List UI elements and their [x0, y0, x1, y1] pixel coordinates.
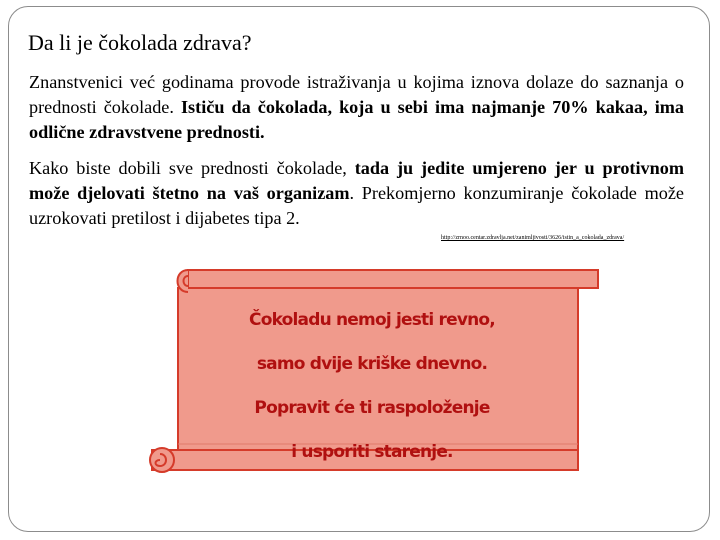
slide-title: Da li je čokolada zdrava? [28, 30, 252, 55]
poem-line-3: Popravit će ti raspoloženje [254, 398, 490, 418]
paragraph-moderation [29, 156, 684, 231]
poem-line-2: samo dvije kriške dnevno. [256, 354, 488, 374]
poem-line-1: Čokoladu nemoj jesti revno, [249, 310, 495, 330]
source-link[interactable]: http://zrnoo.centar.zdravlja.net/zanimljivosti/3626/istin_a_cokolada_zdrava/ [441, 235, 625, 241]
paragraph-research-bold: Ističu da čokolada, koja u sebi ima najmanje 70% kakaa, ima odlične zdravstvene prednosti. [29, 97, 684, 142]
poem [236, 298, 508, 474]
paragraph-moderation-text-2: . Prekomjerno konzumiranje čokolade može uzrokovati pretilost i dijabetes tipa 2. [29, 183, 684, 228]
paragraph-moderation-bold: tada ju jedite umjereno jer u protivnom može djelovati štetno na vaš organizam [29, 158, 684, 203]
paragraph-moderation-text-1: Kako biste dobili sve prednosti čokolade, [29, 158, 355, 178]
paragraph-research [29, 70, 684, 145]
poem-line-4: i usporiti starenje. [291, 442, 453, 462]
paragraph-research-text: Znanstvenici već godinama provode istraživanja u kojima iznova dolaze do saznanja o prednosti čokolade. [29, 72, 684, 117]
